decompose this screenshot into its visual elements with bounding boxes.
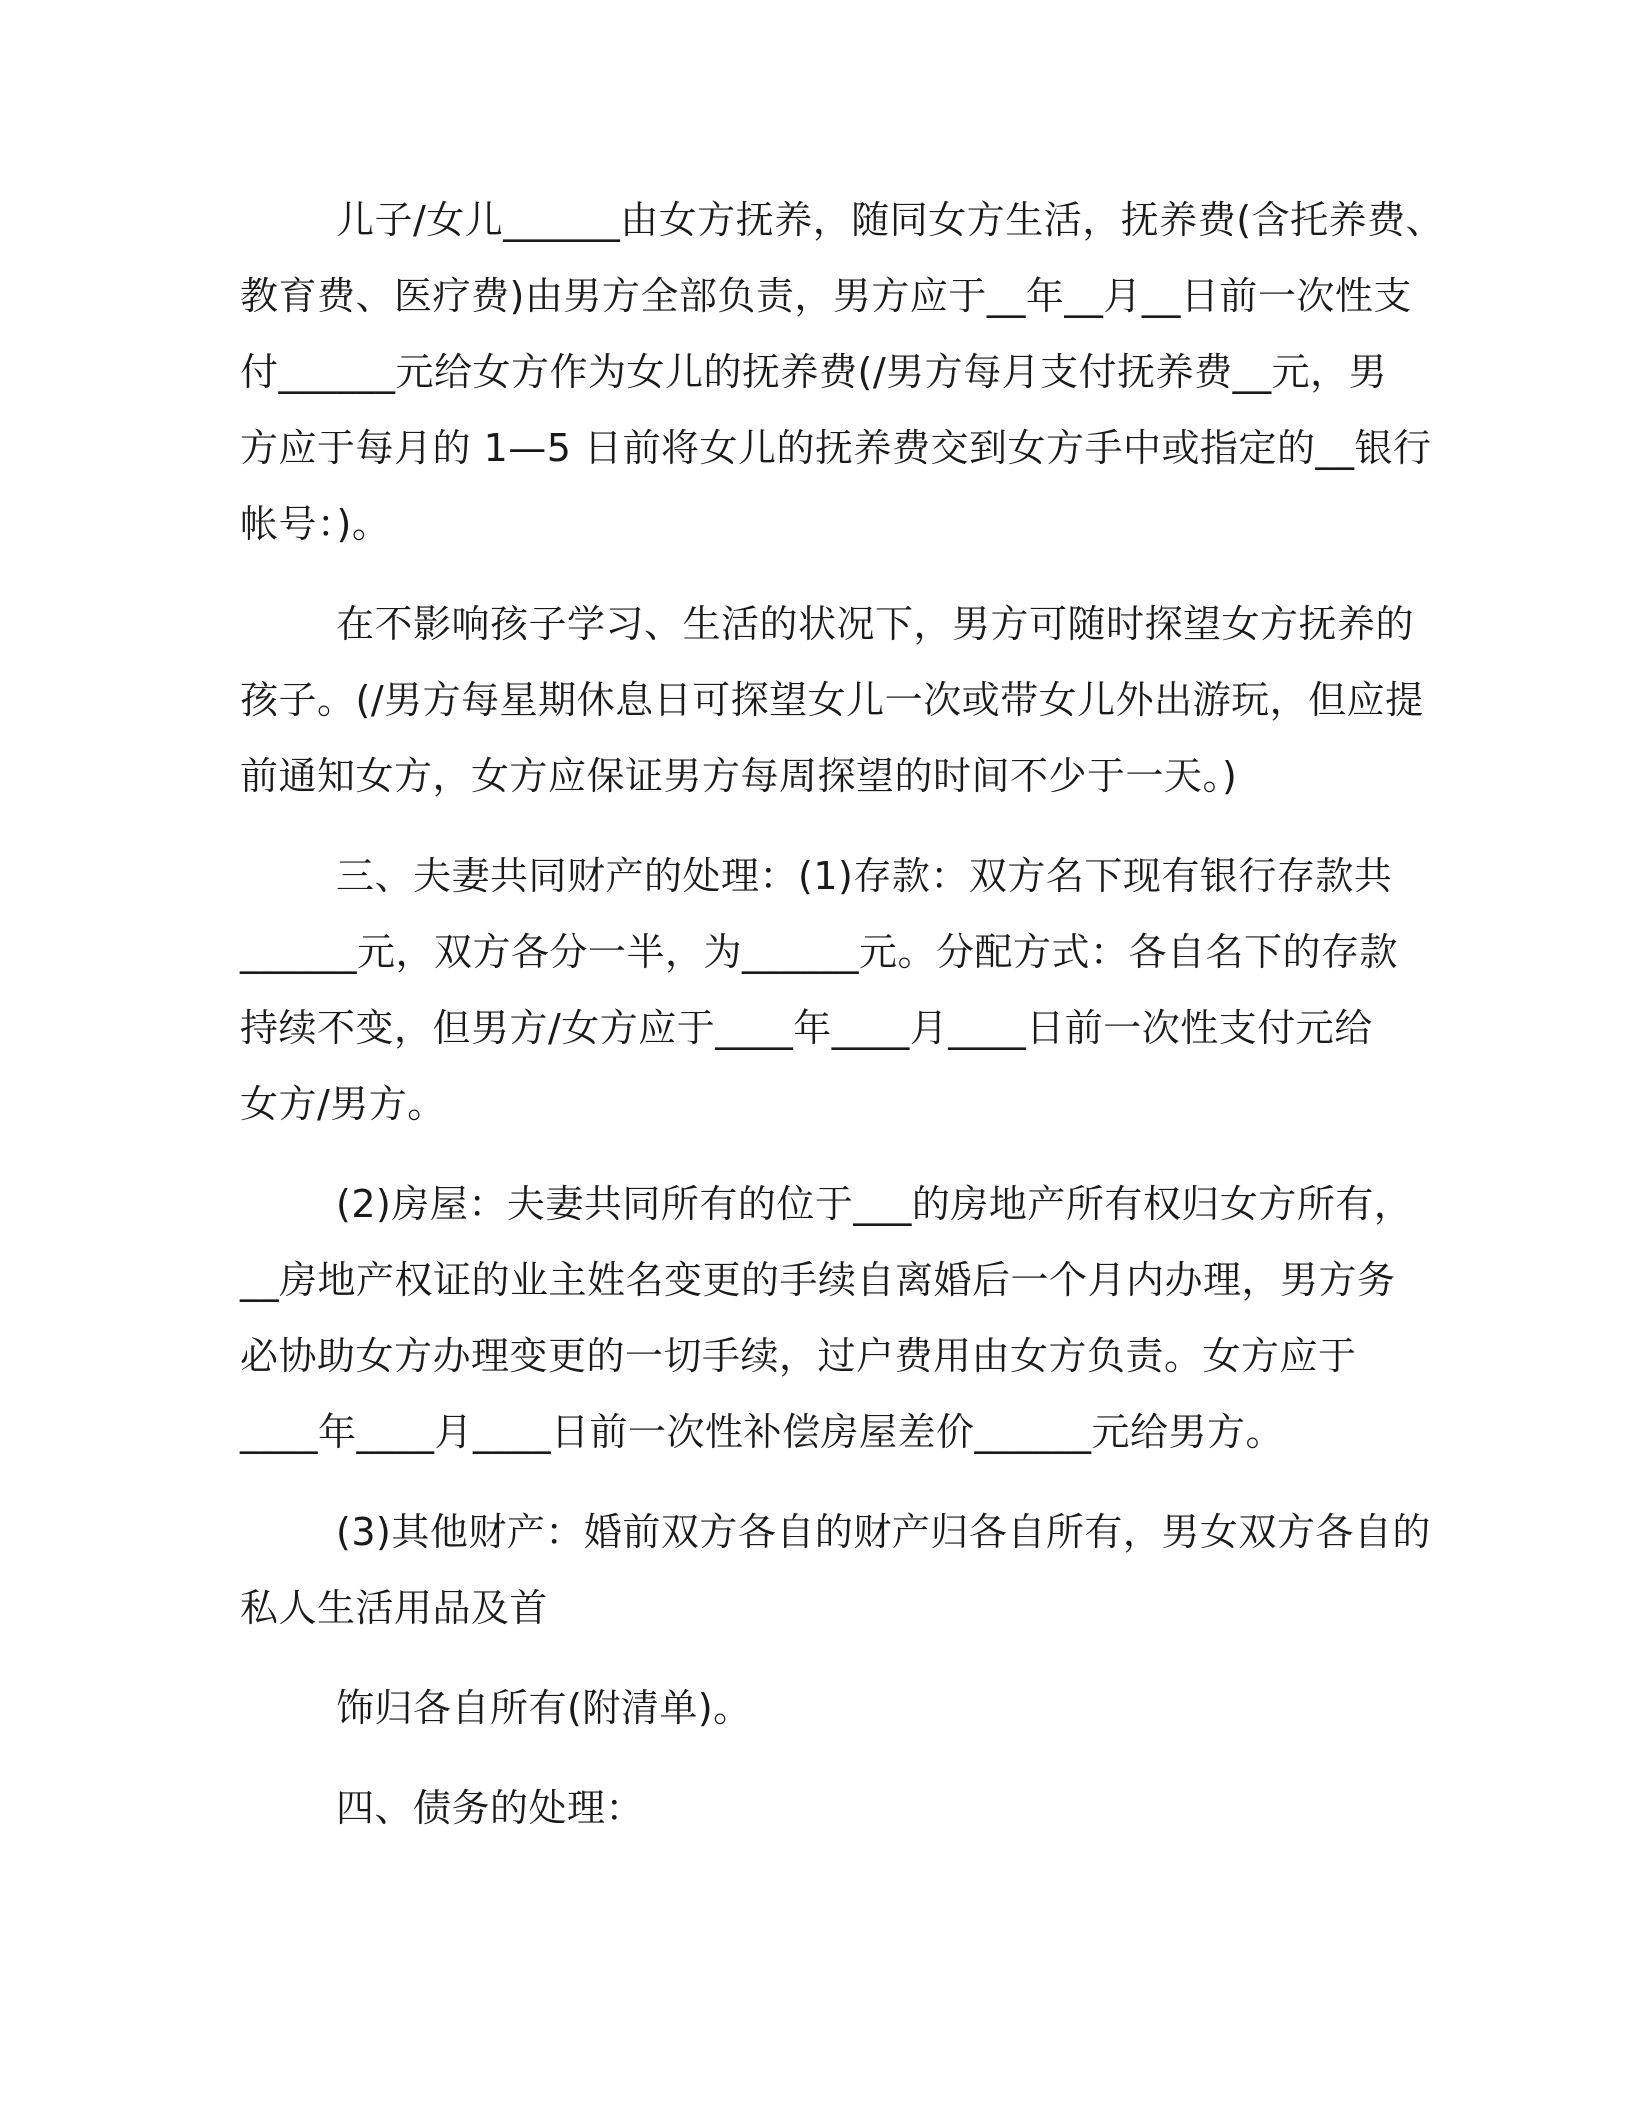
text-line: __房地产权证的业主姓名变更的手续自离婚后一个月内办理，男方务 (240, 1258, 1396, 1302)
text-line: 孩子。(/男方每星期休息日可探望女儿一次或带女儿外出游玩，但应提 (240, 678, 1424, 722)
text-line: ____年____月____日前一次性补偿房屋差价______元给男方。 (240, 1410, 1285, 1454)
text-line: 持续不变，但男方/女方应于____年____月____日前一次性支付元给 (240, 1006, 1373, 1050)
document-body (240, 182, 1445, 1870)
text-line: 教育费、医疗费)由男方全部负责，男方应于__年__月__日前一次性支 (240, 274, 1412, 318)
text-line: 私人生活用品及首 (240, 1586, 549, 1630)
text-line: 付______元给女方作为女儿的抚养费(/男方每月支付抚养费__元，男 (240, 350, 1388, 394)
text-line: (2)房屋：夫妻共同所有的位于___的房地产所有权归女方所有， (336, 1182, 1413, 1226)
text-line: 儿子/女儿______由女方抚养，随同女方生活，抚养费(含托养费、 (336, 198, 1445, 242)
paragraph-property-house (240, 1166, 1413, 1470)
text-line: 帐号：)。 (240, 502, 391, 546)
text-line: 方应于每月的 1—5 日前将女儿的抚养费交到女方手中或指定的__银行 (240, 426, 1432, 470)
heading-debts (240, 1770, 1400, 1846)
paragraph-custody (240, 182, 1445, 562)
text-line: 必协助女方办理变更的一切手续，过户费用由女方负责。女方应于 (240, 1334, 1357, 1378)
text-line: (3)其他财产：婚前双方各自的财产归各自所有，男女双方各自的 (336, 1510, 1431, 1554)
text-line: 前通知女方，女方应保证男方每周探望的时间不少于一天。) (240, 754, 1238, 798)
text-line: ______元，双方各分一半，为______元。分配方式：各自名下的存款 (240, 930, 1399, 974)
text-line: 三、夫妻共同财产的处理：(1)存款：双方名下现有银行存款共 (336, 854, 1393, 898)
paragraph-property-savings (240, 838, 1400, 1142)
paragraph-property-other-continued (240, 1670, 1400, 1746)
paragraph-property-other (240, 1494, 1431, 1646)
text-line: 饰归各自所有(附清单)。 (336, 1686, 752, 1730)
text-line: 四、债务的处理： (336, 1786, 645, 1830)
text-line: 女方/男方。 (240, 1082, 446, 1126)
paragraph-visitation (240, 586, 1424, 814)
text-line: 在不影响孩子学习、生活的状况下，男方可随时探望女方抚养的 (336, 602, 1415, 646)
